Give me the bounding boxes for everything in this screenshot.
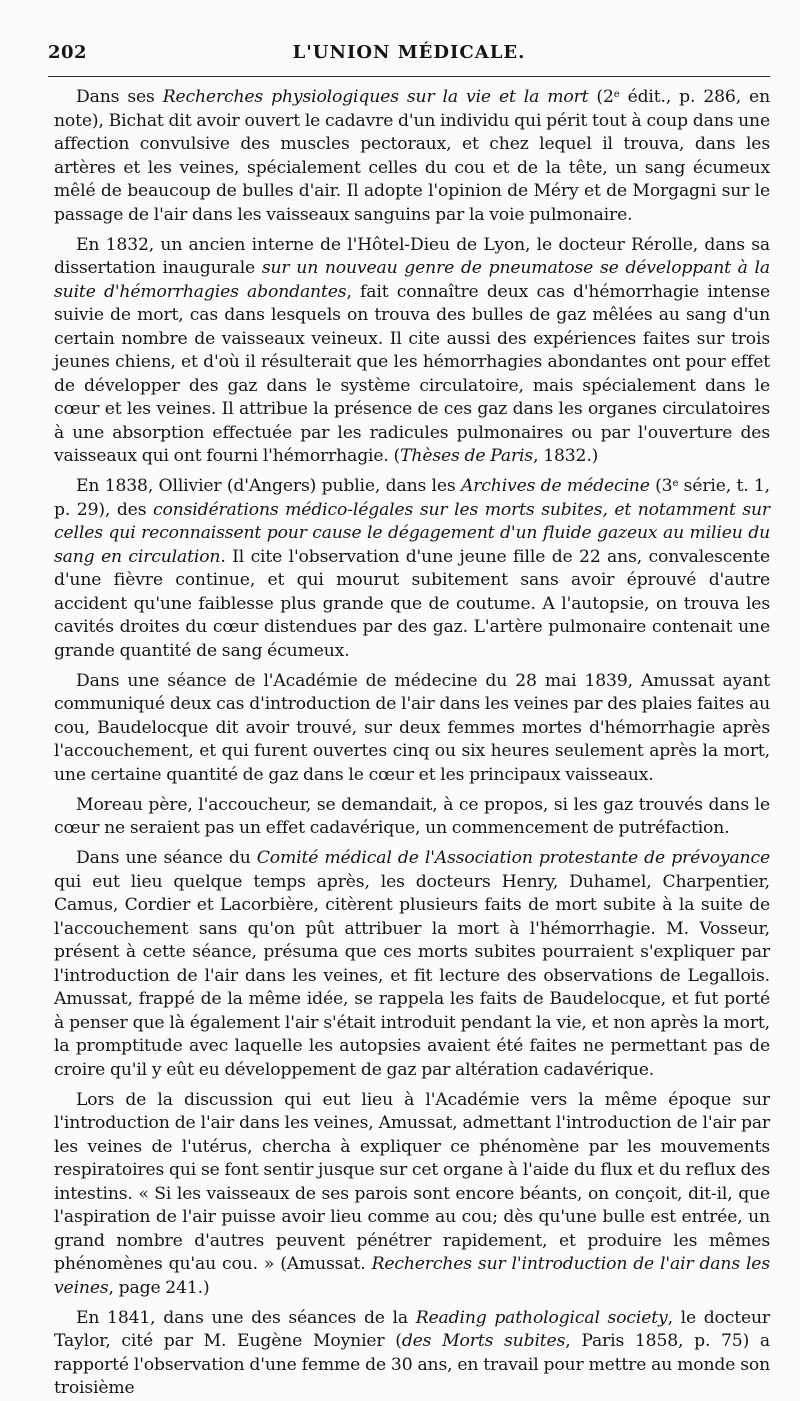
paragraph-amussat: Lors de la discussion qui eut lieu à l'Académie vers la même époque sur l'introduction de l'air dans les veines, Amussat, admettant l'introduction de l'air par les veines de l'utérus, chercha à expliquer ce phénomène par les mouvements respiratoires qui se font sentir jusque sur cet organe à l'aide du flux et du reflux des intestins. « Si les vaisseaux de ses parois sont encore béants, on conçoit, dit-il, que l'aspiration de l'air puisse avoir lieu comme au cou; dès qu'une bulle est entrée, un grand nombre d'autres peuvent pénétrer rapidement, et produire les mêmes phénomènes qu'au cou. » (Amussat. Recherches sur l'introduction de l'air dans les veines, page 241.) [54, 1089, 770, 1298]
article-body [54, 86, 770, 1401]
paragraph-comite-medical: Dans une séance du Comité médical de l'Association protestante de prévoyance qui eut lieu quelque temps après, les docteurs Henry, Duhamel, Charpentier, Camus, Cordier et Lacorbière, citèrent plusieurs faits de mort subite à la suite de l'accouchement sans qu'on pût attribuer la mort à l'hémorrhagie. M. Vosseur, présent à cette séance, présuma que ces morts subites pourraient s'expliquer par l'introduction de l'air dans les veines, et fit lecture des observations de Legallois. Amussat, frappé de la même idée, se rappela les faits de Baudelocque, et fut porté à penser que là également l'air s'était introduit pendant la vie, et non après la mort, la promptitude avec laquelle les autopsies avaient été faites ne permettant pas de croire qu'il y eût eu développement de gaz par altération cadavérique. [54, 848, 770, 1080]
paragraph-ollivier: En 1838, Ollivier (d'Angers) publie, dans les Archives de médecine (3e série, t. 1, p. 29), des considérations médico-légales sur les morts subites, et notamment sur celles qui reconnaissent pour cause le dégagement d'un fluide gazeux au milieu du sang en circulation. Il cite l'observation d'une jeune fille de 22 ans, convalescente d'une fièvre continue, et qui mourut subitement sans avoir éprouvé d'autre accident qu'une faiblesse plus grande que de coutume. A l'autopsie, on trouva les cavités droites du cœur distendues par des gaz. L'artère pulmonaire contenait une grande quantité de sang écumeux. [54, 476, 770, 661]
paragraph-bichat: Dans ses Recherches physiologiques sur la vie et la mort (2e édit., p. 286, en note), Bichat dit avoir ouvert le cadavre d'un individu qui périt tout à coup dans une affection convulsive des muscles pectoraux, et chez lequel il trouva, dans les artères et les veines, spécialement celles du cou et de la tête, un sang écumeux mêlé de beaucoup de bulles d'air. Il adopte l'opinion de Méry et de Morgagni sur le passage de l'air dans les vaisseaux sanguins par la voie pulmonaire. [54, 87, 770, 225]
running-title: L'UNION MÉDICALE. [292, 42, 526, 63]
page-header [48, 42, 770, 76]
paragraph-academie-1839: Dans une séance de l'Académie de médecine du 28 mai 1839, Amussat ayant communiqué deux cas d'introduction de l'air dans les veines par des plaies faites au cou, Baudelocque dit avoir trouvé, sur deux femmes mortes d'hémorrhagie après l'accouchement, et qui furent ouvertes cinq ou six heures seulement après la mort, une certaine quantité de gaz dans le cœur et les principaux vaisseaux. [54, 670, 770, 785]
paragraph-rerolle: En 1832, un ancien interne de l'Hôtel-Dieu de Lyon, le docteur Rérolle, dans sa dissertation inaugurale sur un nouveau genre de pneumatose se développant à la suite d'hémorrhagies abondantes, fait connaître deux cas d'hémorrhagie intense suivie de mort, cas dans lesquels on trouva des bulles de gaz mêlées au sang d'un certain nombre de vaisseaux veineux. Il cite aussi des expériences faites sur trois jeunes chiens, et d'où il résulterait que les hémorrhagies abondantes ont pour effet de développer des gaz dans le système circulatoire, mais spécialement dans le cœur et les veines. Il attribue la présence de ces gaz dans les organes circulatoires à une absorption effectuée par les radicules pulmonaires ou par l'ouverture des vaisseaux qui ont fourni l'hémorrhagie. (Thèses de Paris, 1832.) [54, 234, 771, 466]
page-number: 202 [48, 42, 88, 63]
paragraph-taylor: En 1841, dans une des séances de la Reading pathological society, le docteur Taylor, cité par M. Eugène Moynier (des Morts subites, Paris 1858, p. 75) a rapporté l'observation d'une femme de 30 ans, en travail pour mettre au monde son troisième [54, 1307, 770, 1398]
header-rule [48, 76, 770, 77]
paragraph-moreau: Moreau père, l'accoucheur, se demandait, à ce propos, si les gaz trouvés dans le cœur ne seraient pas un effet cadavérique, un commencement de putréfaction. [54, 794, 770, 838]
